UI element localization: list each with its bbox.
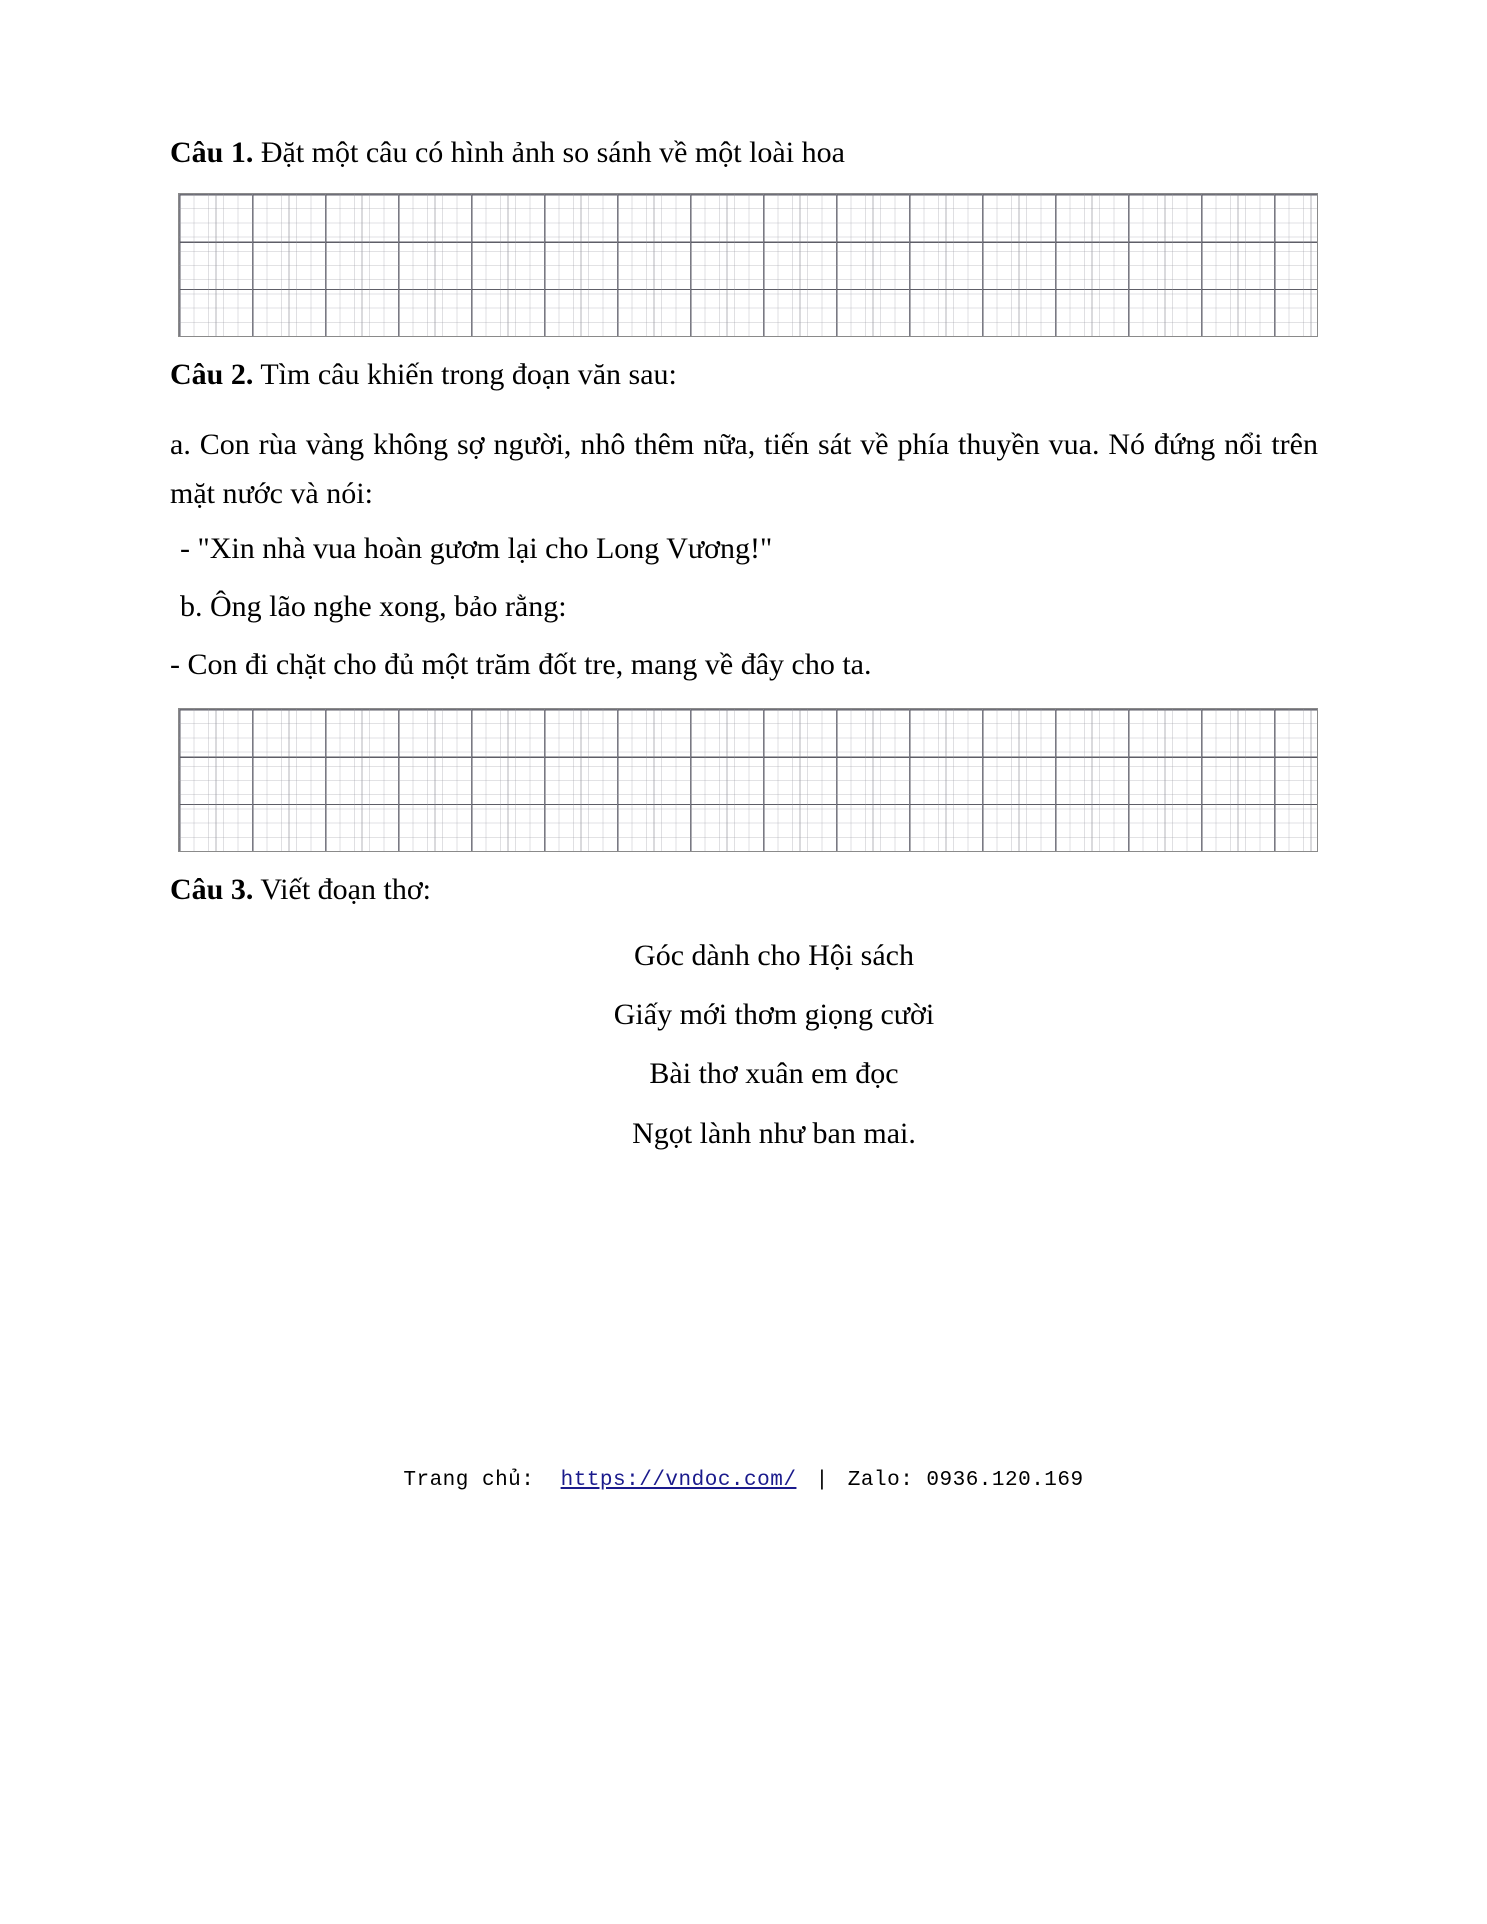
question-2-quote-a <box>170 525 1318 574</box>
passage-text-b: b. Ông lão nghe xong, bảo rằng: <box>180 590 567 623</box>
poem-line-1: Góc dành cho Hội sách <box>634 939 914 972</box>
question-1-heading-line <box>170 138 1318 168</box>
quote-text-b: - Con đi chặt cho đủ một trăm đốt tre, mang về đây cho ta. <box>170 648 872 681</box>
question-1-heading <box>170 138 1318 168</box>
question-3-number: Câu 3. <box>170 873 254 906</box>
question-3-prompt: Viết đoạn thơ: <box>253 873 432 906</box>
poem-line-2-row <box>170 1000 1318 1030</box>
footer-contact: Zalo: 0936.120.169 <box>847 1469 1084 1492</box>
answer-grid-question-1[interactable] <box>178 193 1318 337</box>
question-2-heading-line <box>170 360 1318 390</box>
page-footer <box>0 1469 1487 1492</box>
question-3-heading-line <box>170 875 1318 905</box>
question-2-passage-a <box>170 421 1318 518</box>
poem-line-1-row <box>170 941 1318 971</box>
poem-line-3: Bài thơ xuân em đọc <box>649 1057 899 1090</box>
answer-grid-question-2[interactable] <box>178 708 1318 852</box>
footer-homepage-link[interactable]: https://vndoc.com/ <box>560 1469 797 1492</box>
quote-text-a: - "Xin nhà vua hoàn gươm lại cho Long Vương!" <box>180 532 773 565</box>
question-2-passage-b <box>170 583 1318 632</box>
question-2-prompt: Tìm câu khiến trong đoạn văn sau: <box>253 358 677 391</box>
poem-line-2: Giấy mới thơm giọng cười <box>613 998 935 1031</box>
question-3-heading <box>170 875 1318 905</box>
question-1-number: Câu 1. <box>170 136 254 169</box>
question-1-prompt: Đặt một câu có hình ảnh so sánh về một loài hoa <box>253 136 845 169</box>
poem-line-4-row <box>170 1119 1318 1149</box>
footer-label: Trang chủ: <box>403 1469 535 1492</box>
question-2-heading <box>170 360 1318 390</box>
poem-line-4: Ngọt lành như ban mai. <box>632 1117 916 1150</box>
question-2-quote-b <box>170 641 1318 690</box>
footer-separator: | <box>815 1469 829 1492</box>
question-2-number: Câu 2. <box>170 358 254 391</box>
poem-line-3-row <box>170 1059 1318 1089</box>
passage-text-a: a. Con rùa vàng không sợ người, nhô thêm nữa, tiến sát về phía thuyền vua. Nó đứng nổi trên mặt nước và nói: <box>170 428 1318 510</box>
